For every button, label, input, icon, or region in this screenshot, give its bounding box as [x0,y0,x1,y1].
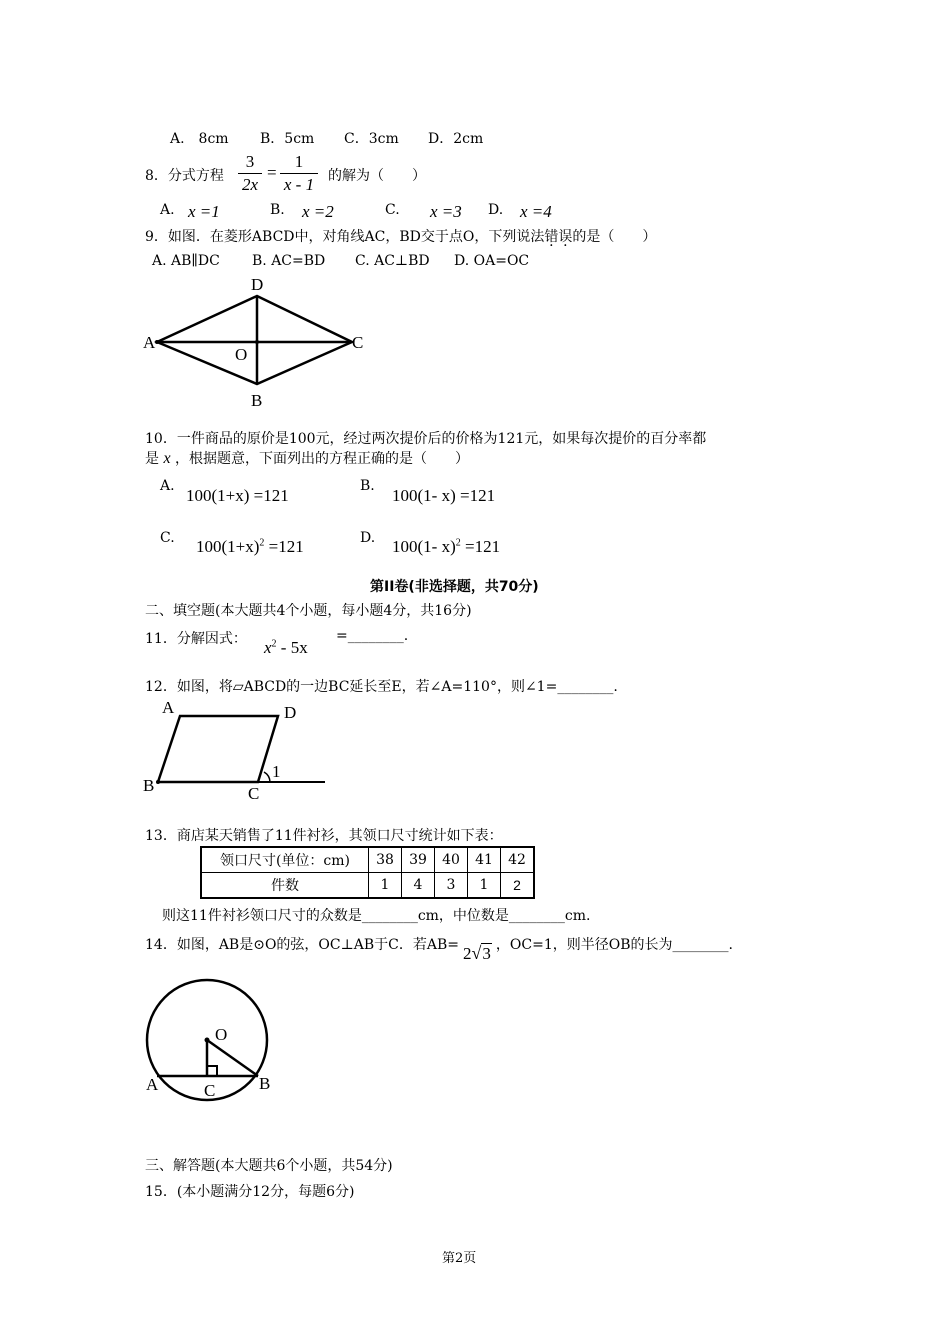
label-c: C [204,1081,216,1100]
table-cell: 38 [369,847,402,873]
q13-text: 13．商店某天销售了11件衬衫，其领口尺寸统计如下表： [145,828,503,844]
q7-option-c: C．3cm [344,131,399,147]
q8-opt-d-value: x =4 [520,202,552,221]
q8-equals: = [267,163,277,182]
q8-opt-c-value: x =3 [430,202,462,221]
q8-opt-c-letter: C. [385,202,400,218]
rhombus-outline [157,296,352,384]
q10-opt-d-letter: D. [360,530,376,546]
q11-blank: =________. [336,628,409,644]
q9-option-d: D. OA=OC [454,253,530,269]
table-header: 件数 [201,873,369,899]
label-1: 1 [272,762,281,781]
q7-option-b: B．5cm [260,131,315,147]
q7-option-d: D．2cm [428,131,484,147]
label-o: O [235,345,248,364]
right-angle-mark [207,1066,217,1076]
table-cell: 42 [501,847,535,873]
table-cell: 4 [402,873,435,899]
q9-question: 9．如图．在菱形ABCD中，对角线AC，BD交于点O，下列说法错误的是（ ） [145,229,657,245]
q10-opt-b: 100(1- x) =121 [392,486,496,505]
label-a: A [146,1075,159,1094]
q10-line2: 是 x ，根据题意，下面列出的方程正确的是（ ） [145,450,470,467]
q8-opt-b-value: x =2 [302,202,334,221]
q11-text: 11．分解因式： [145,631,247,647]
q8-opt-b-letter: B. [270,202,285,218]
q8-rhs-fraction [280,152,318,195]
table-cell: 1 [468,873,501,899]
q12-text: 12．如图，将▱ABCD的一边BC延长至E，若∠A=110°，则∠1=________. [145,679,618,695]
label-c: C [248,784,260,803]
q8-opt-a-value: x =1 [188,202,220,221]
q10-opt-c-letter: C. [160,530,175,546]
q9-option-b: B. AC=BD [252,253,326,269]
q14-line: 14．如图，AB是⊙O的弦，OC⊥AB于C．若AB= 2√3 ，OC=1，则半径OB的长为________. [145,937,733,963]
table-cell: 39 [402,847,435,873]
q8-lhs-den: 2x [241,175,259,194]
q10-opt-d: 100(1- x)$^2$ =121 [392,537,501,556]
q8-lhs-fraction [238,152,262,195]
q15-header: 15．(本小题满分12分，每题6分) [145,1184,355,1200]
collar-size-table [200,846,535,899]
q8-suffix: 的解为（ ） [328,168,426,184]
q9-option-a: A. AB∥DC [152,253,220,269]
q7-option-a: A. 8cm [170,131,229,147]
q8-opt-a-letter: A. [160,202,175,218]
part2-title: 第II卷(非选择题，共70分) [370,579,539,595]
rhombus-figure [140,270,380,415]
label-o: O [215,1025,228,1044]
angle-1-arc [264,772,270,782]
q11-expr: $x^2 - 5x$ [264,638,308,657]
q10-opt-b-letter: B. [360,478,375,494]
q8-rhs-den: x - 1 [283,175,315,194]
q8-prefix: 8．分式方程 [145,168,224,184]
q10-opt-c: $100(1+x)^2 =121$ [196,537,304,556]
label-c: C [352,333,364,352]
table-cell: 41 [468,847,501,873]
q8-opt-d-letter: D. [488,202,504,218]
label-b: B [259,1074,271,1093]
q9-option-c: C. AC⊥BD [355,253,430,269]
q13-after: 则这11件衬衫领口尺寸的众数是________cm，中位数是________cm. [162,908,591,924]
q8-lhs-num: 3 [245,152,255,171]
label-d: D [251,275,264,294]
table-cell: 2 [501,873,535,899]
q10-opt-a: 100(1+x) =121 [186,486,289,505]
table-row [201,847,534,873]
label-b: B [143,776,155,795]
q10-opt-a-letter: A. [160,478,175,494]
table-row [201,873,534,899]
table-header: 领口尺寸(单位：cm) [201,847,369,873]
parallelogram-abcd [158,716,278,782]
q10-line1: 10．一件商品的原价是100元，经过两次提价后的价格为121元，如果每次提价的百分率都 [145,431,707,447]
table-cell: 1 [369,873,402,899]
part2-section: 二、填空题(本大题共4个小题，每小题4分，共16分) [145,603,472,619]
label-a: A [162,698,175,717]
parallelogram-figure [140,698,340,804]
label-b: B [251,391,263,410]
label-d: D [284,703,297,722]
circle-figure [135,978,305,1110]
segment-ob [207,1040,258,1076]
q8-rhs-num: 1 [294,152,304,171]
label-a: A [143,333,156,352]
page-number: 第2页 [442,1251,477,1266]
table-cell: 40 [435,847,468,873]
table-cell: 3 [435,873,468,899]
part3-section: 三、解答题(本大题共6个小题，共54分) [145,1158,393,1174]
